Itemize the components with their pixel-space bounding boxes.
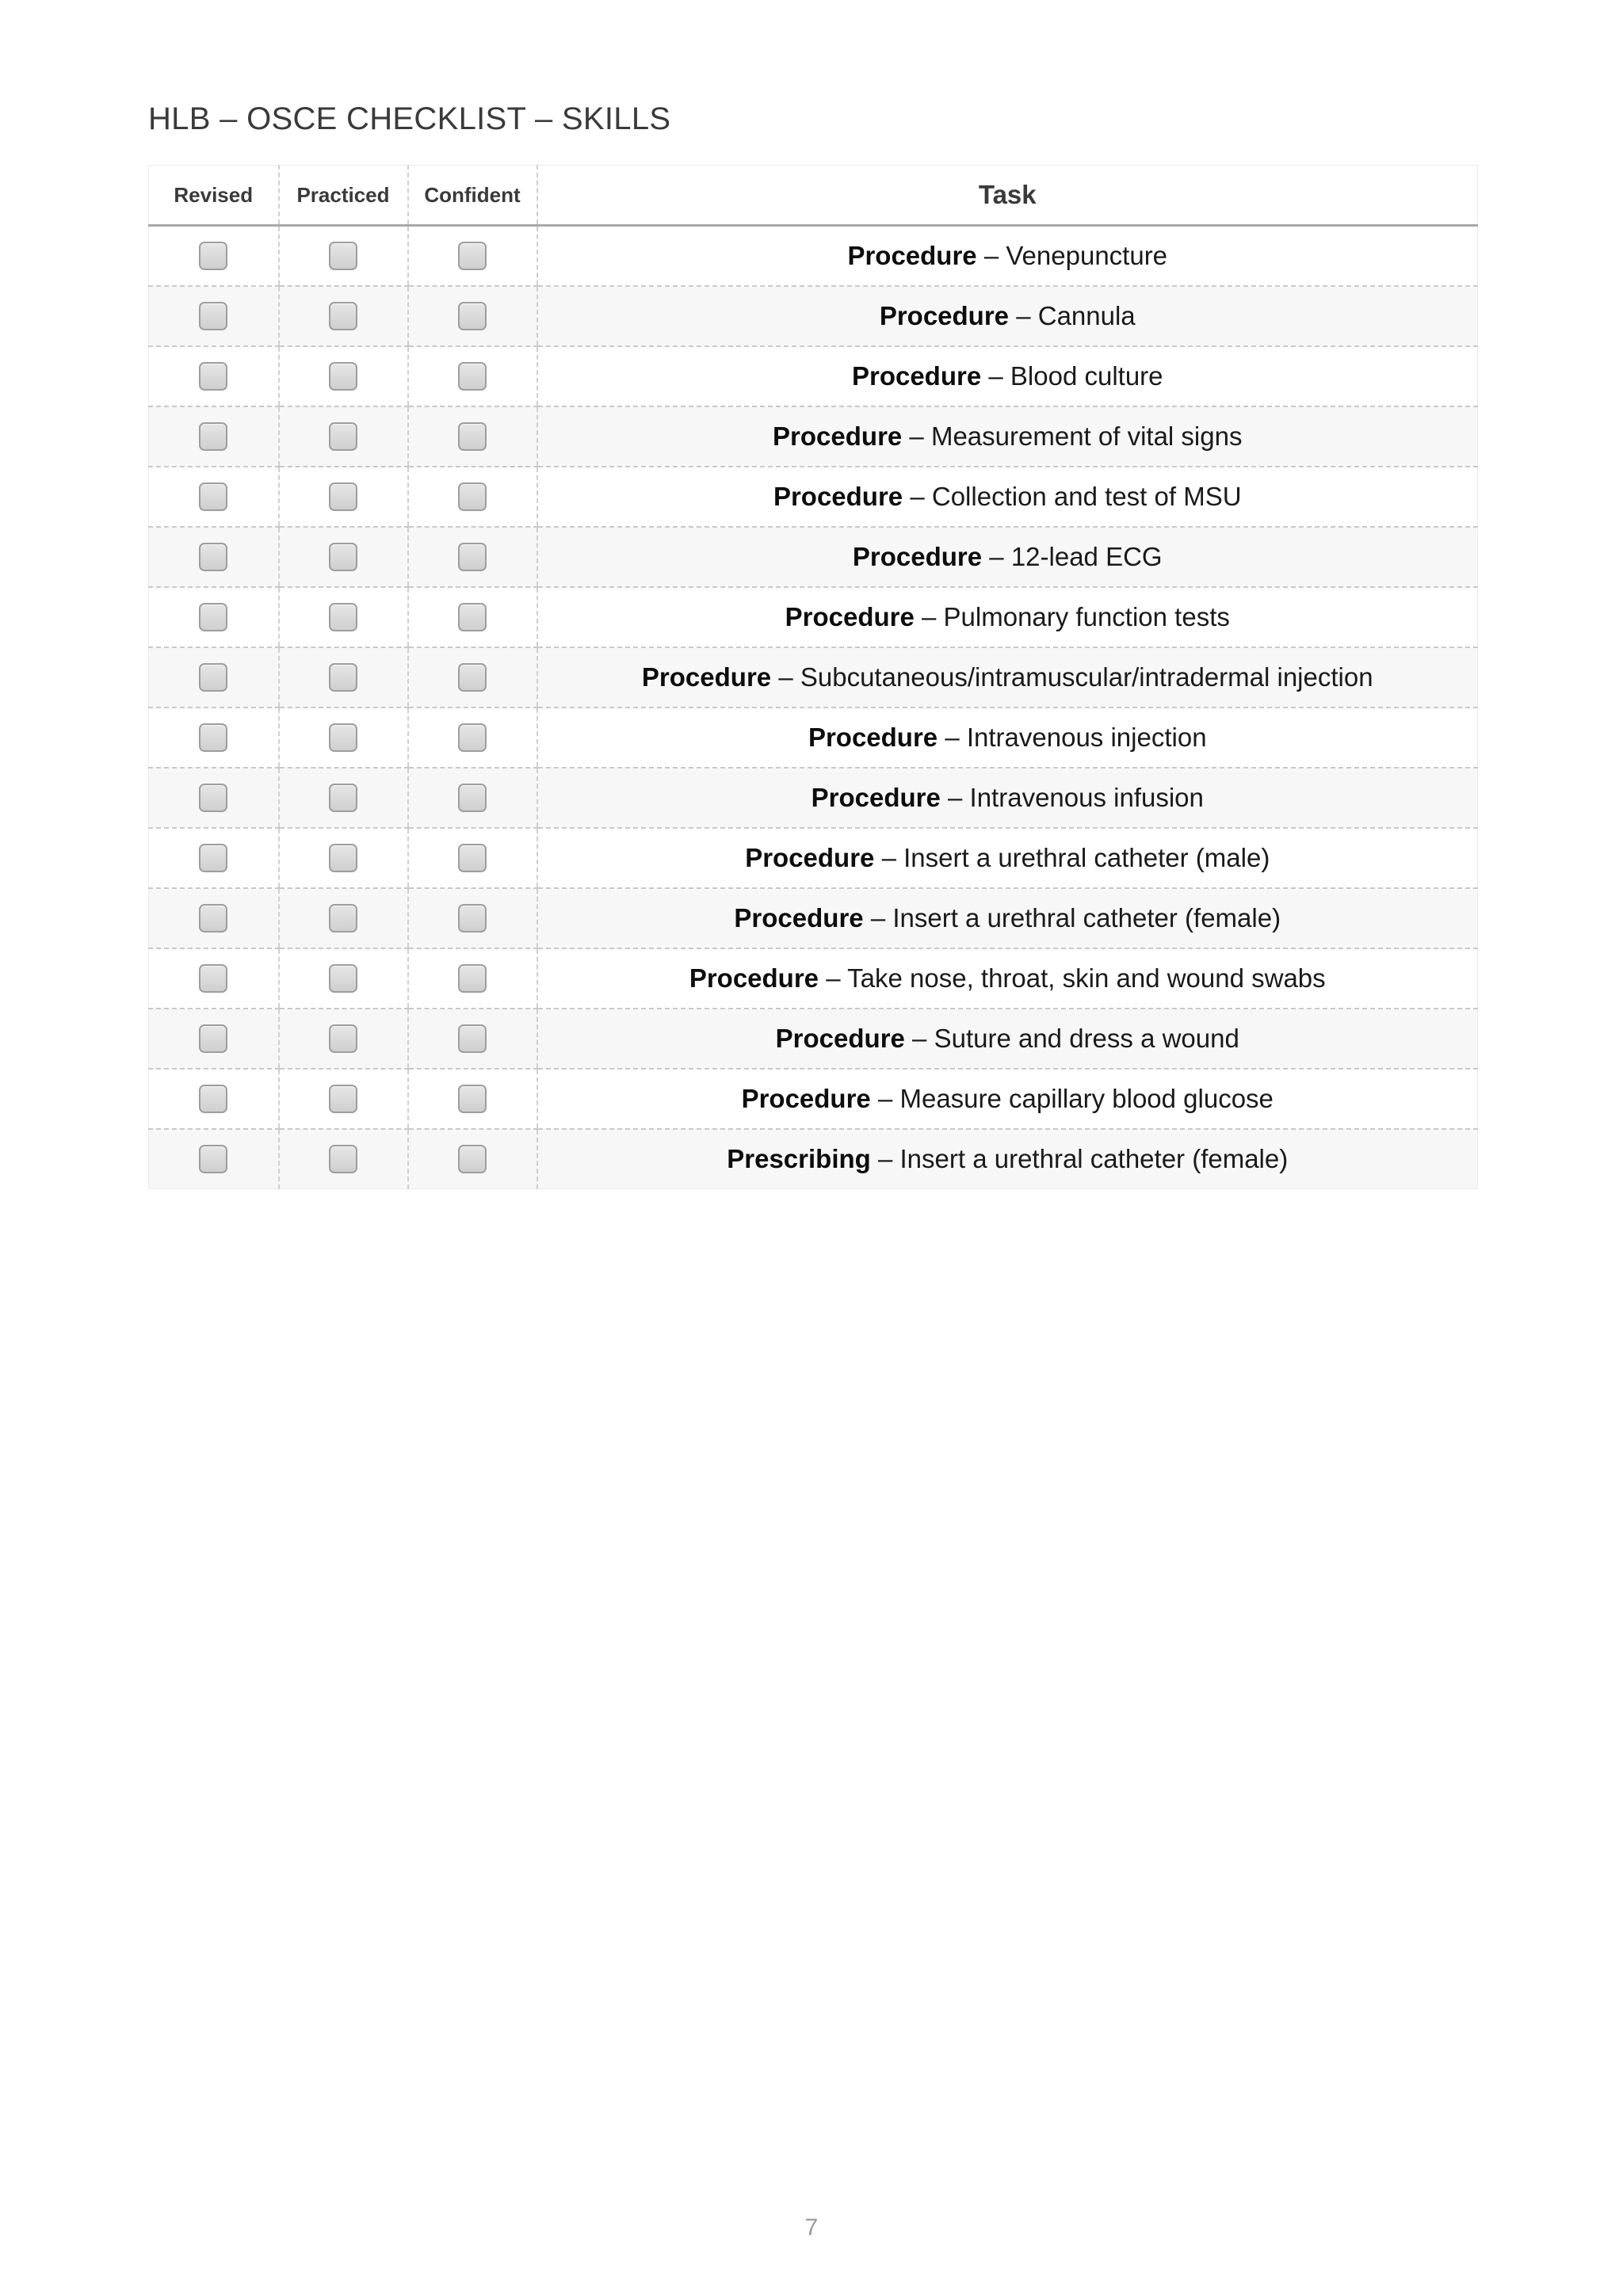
confident-checkbox[interactable]	[458, 663, 487, 692]
revised-cell	[149, 1129, 279, 1189]
task-cell	[537, 286, 1478, 346]
practiced-checkbox[interactable]	[329, 482, 357, 511]
task-description: – Insert a urethral catheter (male)	[874, 843, 1270, 872]
revised-cell	[149, 286, 279, 346]
task-type: Procedure	[879, 301, 1010, 330]
table-row	[149, 1009, 1478, 1069]
task-type: Procedure	[773, 421, 903, 451]
confident-checkbox[interactable]	[458, 543, 487, 571]
task-description: – Suture and dress a wound	[904, 1024, 1239, 1053]
confident-checkbox[interactable]	[458, 362, 487, 391]
revised-checkbox[interactable]	[199, 1085, 227, 1113]
task-type: Procedure	[773, 482, 903, 511]
table-row	[149, 467, 1478, 527]
task-description: – Venepuncture	[976, 241, 1168, 270]
table-row	[149, 286, 1478, 346]
confident-checkbox[interactable]	[458, 302, 487, 330]
practiced-cell	[279, 346, 408, 406]
revised-cell	[149, 888, 279, 948]
task-cell	[537, 587, 1478, 647]
practiced-cell	[279, 1009, 408, 1069]
task-cell	[537, 1009, 1478, 1069]
task-cell	[537, 226, 1478, 287]
table-row	[149, 888, 1478, 948]
practiced-checkbox[interactable]	[329, 302, 357, 330]
task-description: – Collection and test of MSU	[903, 482, 1242, 511]
task-type: Procedure	[808, 723, 938, 752]
confident-cell	[408, 467, 537, 527]
practiced-cell	[279, 828, 408, 888]
confident-cell	[408, 1069, 537, 1129]
table-row	[149, 346, 1478, 406]
revised-cell	[149, 527, 279, 587]
practiced-checkbox[interactable]	[329, 844, 357, 872]
practiced-cell	[279, 286, 408, 346]
practiced-cell	[279, 527, 408, 587]
confident-cell	[408, 768, 537, 828]
table-row	[149, 647, 1478, 707]
task-description: – Cannula	[1009, 301, 1136, 330]
revised-cell	[149, 1069, 279, 1129]
confident-cell	[408, 587, 537, 647]
practiced-cell	[279, 226, 408, 287]
confident-cell	[408, 1009, 537, 1069]
practiced-checkbox[interactable]	[329, 603, 357, 631]
confident-cell	[408, 647, 537, 707]
confident-cell	[408, 948, 537, 1009]
confident-cell	[408, 346, 537, 406]
revised-checkbox[interactable]	[199, 723, 227, 752]
task-cell	[537, 346, 1478, 406]
table-row	[149, 707, 1478, 768]
task-type: Prescribing	[727, 1144, 871, 1173]
page-number: 7	[804, 2214, 819, 2241]
revised-cell	[149, 587, 279, 647]
task-type: Procedure	[851, 361, 982, 391]
task-cell	[537, 527, 1478, 587]
practiced-checkbox[interactable]	[329, 784, 357, 812]
task-description: – Measurement of vital signs	[902, 421, 1243, 451]
practiced-checkbox[interactable]	[329, 904, 357, 933]
confident-checkbox[interactable]	[458, 1024, 487, 1053]
revised-checkbox[interactable]	[199, 543, 227, 571]
task-type: Procedure	[641, 662, 772, 692]
confident-cell	[408, 707, 537, 768]
task-description: – Blood culture	[981, 361, 1163, 391]
confident-cell	[408, 828, 537, 888]
task-description: – 12-lead ECG	[982, 542, 1163, 571]
table-row	[149, 406, 1478, 467]
confident-checkbox[interactable]	[458, 482, 487, 511]
practiced-cell	[279, 1069, 408, 1129]
revised-cell	[149, 226, 279, 287]
task-type: Procedure	[734, 903, 864, 933]
table-row	[149, 828, 1478, 888]
task-cell	[537, 647, 1478, 707]
task-type: Procedure	[847, 241, 977, 270]
task-cell	[537, 828, 1478, 888]
practiced-checkbox[interactable]	[329, 1145, 357, 1173]
revised-checkbox[interactable]	[199, 422, 227, 451]
practiced-cell	[279, 647, 408, 707]
table-row	[149, 1069, 1478, 1129]
table-row	[149, 587, 1478, 647]
confident-checkbox[interactable]	[458, 242, 487, 270]
task-cell	[537, 707, 1478, 768]
practiced-checkbox[interactable]	[329, 1024, 357, 1053]
confident-cell	[408, 1129, 537, 1189]
column-header-confident: Confident	[408, 166, 537, 226]
revised-cell	[149, 828, 279, 888]
revised-checkbox[interactable]	[199, 844, 227, 872]
task-cell	[537, 948, 1478, 1009]
revised-checkbox[interactable]	[199, 362, 227, 391]
revised-cell	[149, 346, 279, 406]
table-row	[149, 948, 1478, 1009]
checklist-body	[149, 226, 1478, 1189]
confident-checkbox[interactable]	[458, 422, 487, 451]
confident-checkbox[interactable]	[458, 603, 487, 631]
revised-checkbox[interactable]	[199, 904, 227, 933]
practiced-cell	[279, 707, 408, 768]
revised-cell	[149, 948, 279, 1009]
confident-cell	[408, 406, 537, 467]
table-row	[149, 1129, 1478, 1189]
table-header-row	[149, 166, 1478, 226]
confident-cell	[408, 888, 537, 948]
osce-checklist-table	[148, 165, 1478, 1189]
practiced-cell	[279, 948, 408, 1009]
task-description: – Take nose, throat, skin and wound swabs	[819, 963, 1326, 993]
practiced-checkbox[interactable]	[329, 242, 357, 270]
task-description: – Measure capillary blood glucose	[870, 1084, 1274, 1113]
revised-cell	[149, 406, 279, 467]
table-row	[149, 527, 1478, 587]
revised-checkbox[interactable]	[199, 964, 227, 993]
confident-checkbox[interactable]	[458, 904, 487, 933]
task-description: – Pulmonary function tests	[914, 602, 1230, 631]
revised-checkbox[interactable]	[199, 663, 227, 692]
revised-checkbox[interactable]	[199, 603, 227, 631]
practiced-cell	[279, 587, 408, 647]
task-description: – Subcutaneous/intramuscular/intradermal injection	[771, 662, 1373, 692]
practiced-cell	[279, 1129, 408, 1189]
practiced-cell	[279, 467, 408, 527]
revised-checkbox[interactable]	[199, 1024, 227, 1053]
revised-cell	[149, 1009, 279, 1069]
confident-checkbox[interactable]	[458, 1085, 487, 1113]
task-type: Procedure	[852, 542, 983, 571]
task-cell	[537, 467, 1478, 527]
task-type: Procedure	[775, 1024, 905, 1053]
confident-cell	[408, 286, 537, 346]
practiced-checkbox[interactable]	[329, 1085, 357, 1113]
confident-checkbox[interactable]	[458, 784, 487, 812]
practiced-checkbox[interactable]	[329, 362, 357, 391]
practiced-checkbox[interactable]	[329, 422, 357, 451]
revised-checkbox[interactable]	[199, 302, 227, 330]
task-cell	[537, 768, 1478, 828]
practiced-checkbox[interactable]	[329, 964, 357, 993]
task-description: – Insert a urethral catheter (female)	[863, 903, 1281, 933]
confident-checkbox[interactable]	[458, 1145, 487, 1173]
task-type: Procedure	[785, 602, 915, 631]
table-row	[149, 768, 1478, 828]
column-header-task: Task	[537, 166, 1478, 226]
revised-cell	[149, 647, 279, 707]
task-type: Procedure	[741, 1084, 871, 1113]
confident-checkbox[interactable]	[458, 844, 487, 872]
confident-checkbox[interactable]	[458, 964, 487, 993]
table-row	[149, 226, 1478, 287]
revised-cell	[149, 768, 279, 828]
confident-cell	[408, 527, 537, 587]
revised-checkbox[interactable]	[199, 784, 227, 812]
task-description: – Insert a urethral catheter (female)	[870, 1144, 1289, 1173]
practiced-cell	[279, 768, 408, 828]
practiced-cell	[279, 406, 408, 467]
revised-checkbox[interactable]	[199, 482, 227, 511]
task-description: – Intravenous injection	[938, 723, 1207, 752]
task-cell	[537, 1069, 1478, 1129]
revised-cell	[149, 707, 279, 768]
confident-checkbox[interactable]	[458, 723, 487, 752]
task-cell	[537, 888, 1478, 948]
task-cell	[537, 1129, 1478, 1189]
revised-checkbox[interactable]	[199, 1145, 227, 1173]
task-type: Procedure	[689, 963, 819, 993]
confident-cell	[408, 226, 537, 287]
task-description: – Intravenous infusion	[940, 783, 1204, 812]
practiced-checkbox[interactable]	[329, 723, 357, 752]
column-header-practiced: Practiced	[279, 166, 408, 226]
revised-checkbox[interactable]	[199, 242, 227, 270]
task-type: Procedure	[811, 783, 941, 812]
revised-cell	[149, 467, 279, 527]
practiced-checkbox[interactable]	[329, 663, 357, 692]
task-type: Procedure	[745, 843, 875, 872]
page-title: HLB – OSCE CHECKLIST – SKILLS	[148, 101, 671, 136]
practiced-checkbox[interactable]	[329, 543, 357, 571]
column-header-revised: Revised	[149, 166, 279, 226]
task-cell	[537, 406, 1478, 467]
practiced-cell	[279, 888, 408, 948]
